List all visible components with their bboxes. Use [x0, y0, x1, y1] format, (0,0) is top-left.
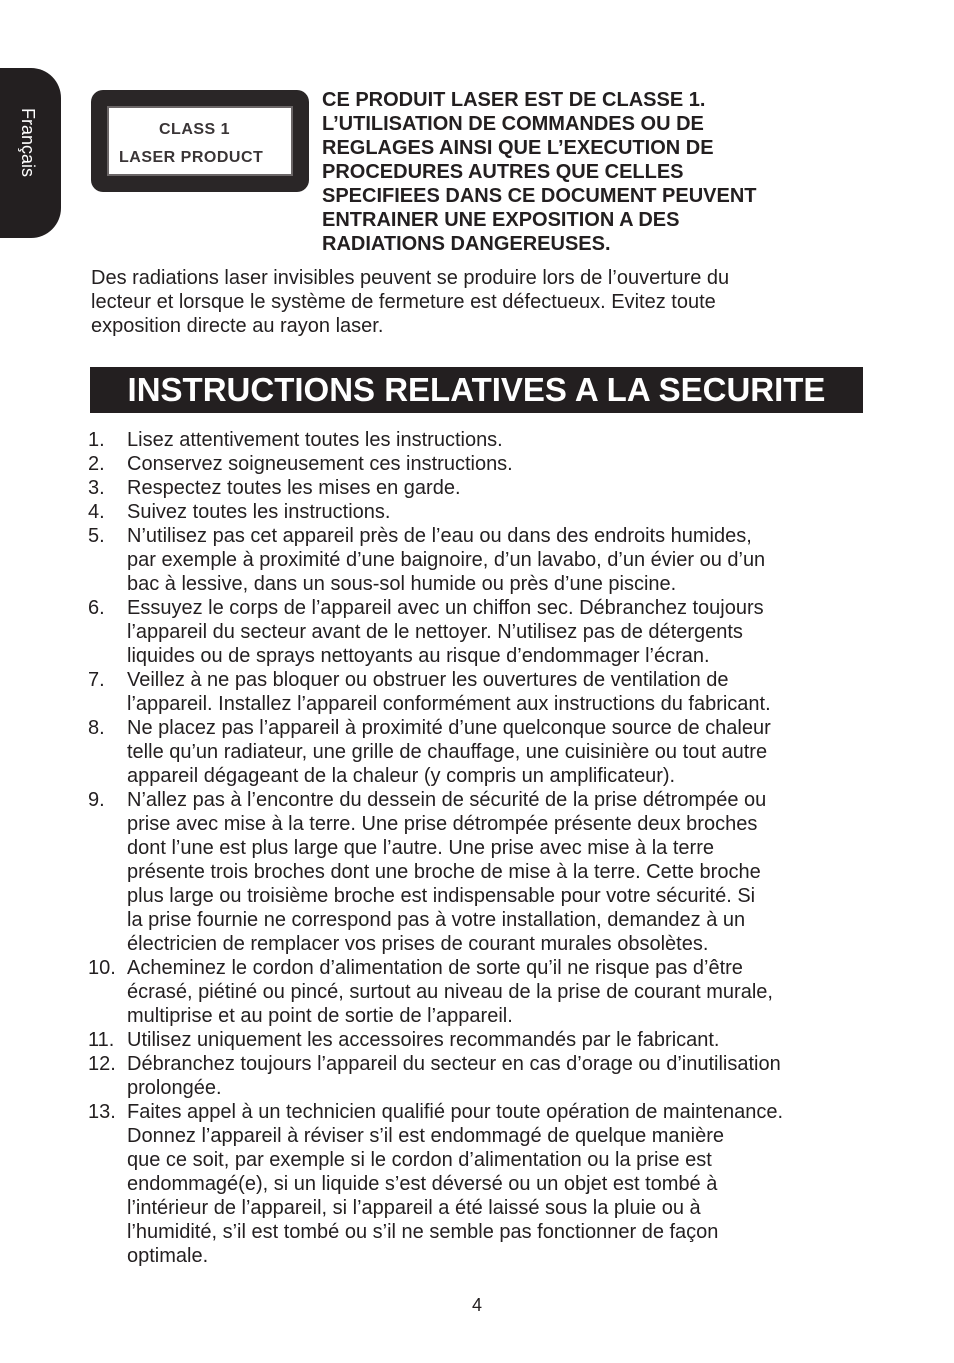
- instruction-text: N’allez pas à l’encontre du dessein de sécurité de la prise détrompée ou prise avec mise à la terre. Une prise détrompée présente deux broches dont l’une est plus large que l’autre. Une prise avec mise à la terre présente trois broches dont une broche de mise à la terre. Cette broche plus large ou troisième broche est indispensable pour votre sécurité. Si la prise fournie ne correspond pas à votre installation, demandez à un électricien de remplacer vos prises de courant murales obsolètes.: [127, 789, 767, 955]
- instruction-text: Acheminez le cordon d’alimentation de sorte qu’il ne risque pas d’être écrasé, piétiné ou pincé, surtout au niveau de la prise de courant murale, multiprise et au point de sortie de l’appareil.: [127, 957, 773, 1027]
- laser-radiation-notice: Des radiations laser invisibles peuvent se produire lors de l’ouverture du lecteur et lorsque le système de fermeture est défectueux. Evitez toute exposition directe au rayon laser.: [91, 267, 730, 337]
- instruction-text: Respectez toutes les mises en garde.: [127, 477, 461, 499]
- instruction-number: 13.: [88, 1101, 116, 1123]
- instruction-text: Faites appel à un technicien qualifié pour toute opération de maintenance. Donnez l’appareil à réviser s’il est endommagé de quelque manière que ce soit, par exemple si le cordon d’alimentation ou la prise est endommagé(e), si un liquide s’est déversé ou un objet est tombé à l’intérieur de l’appareil, si l’appareil a été laissé sous la pluie ou à l’humidité, s’il est tombé ou s’il ne semble pas fonctionner de façon optimale.: [127, 1101, 784, 1267]
- instruction-item: [88, 428, 878, 452]
- instruction-number: 12.: [88, 1053, 116, 1075]
- instruction-number: 7.: [88, 669, 105, 691]
- instruction-text: Essuyez le corps de l’appareil avec un chiffon sec. Débranchez toujours l’appareil du secteur avant de le nettoyer. N’utilisez pas de détergents liquides ou de sprays nettoyants au risque d’endommager l’écran.: [127, 597, 764, 667]
- instruction-number: 5.: [88, 525, 105, 547]
- instruction-item: [88, 1052, 878, 1100]
- instruction-number: 10.: [88, 957, 116, 979]
- section-header: [90, 367, 863, 413]
- instruction-text: Conservez soigneusement ces instructions.: [127, 453, 513, 475]
- instruction-text: N’utilisez pas cet appareil près de l’eau ou dans des endroits humides, par exemple à proximité d’une baignoire, d’un lavabo, d’un évier ou d’un bac à lessive, dans un sous-sol humide ou près d’une piscine.: [127, 525, 766, 595]
- instruction-item: [88, 668, 878, 716]
- instruction-number: 1.: [88, 429, 105, 451]
- instruction-item: [88, 524, 878, 596]
- instruction-number: 3.: [88, 477, 105, 499]
- laser-warning-text: CE PRODUIT LASER EST DE CLASSE 1. L’UTILISATION DE COMMANDES OU DE REGLAGES AINSI QUE L’EXECUTION DE PROCEDURES AUTRES QUE CELLES SPECIFIEES DANS CE DOCUMENT PEUVENT ENTRAINER UNE EXPOSITION A DES RADIATIONS DANGEREUSES.: [322, 89, 757, 255]
- instruction-item: [88, 452, 878, 476]
- instruction-item: [88, 788, 878, 956]
- instruction-item: [88, 596, 878, 668]
- instruction-number: 4.: [88, 501, 105, 523]
- instruction-item: [88, 476, 878, 500]
- instruction-item: [88, 956, 878, 1028]
- instruction-item: [88, 1100, 878, 1268]
- instruction-number: 9.: [88, 789, 105, 811]
- instruction-text: Suivez toutes les instructions.: [127, 501, 391, 523]
- section-title: INSTRUCTIONS RELATIVES A LA SECURITE: [127, 371, 826, 408]
- laser-class-label-image: [91, 90, 309, 192]
- page-number: 4: [471, 1295, 482, 1315]
- laser-label-product: LASER PRODUCT: [119, 149, 264, 166]
- instruction-item: [88, 716, 878, 788]
- laser-label-class: CLASS 1: [159, 121, 231, 138]
- instruction-number: 2.: [88, 453, 105, 475]
- instruction-number: 8.: [88, 717, 105, 739]
- language-tab-label: Français: [18, 108, 38, 178]
- instruction-item: [88, 1028, 878, 1052]
- instruction-text: Ne placez pas l’appareil à proximité d’une quelconque source de chaleur telle qu’un radiateur, une grille de chauffage, une cuisinière ou tout autre appareil dégageant de la chaleur (y compris un amplificateur).: [127, 717, 771, 787]
- instruction-text: Débranchez toujours l’appareil du secteur en cas d’orage ou d’inutilisation prolongée.: [127, 1053, 781, 1099]
- instruction-text: Lisez attentivement toutes les instructions.: [127, 429, 503, 451]
- instruction-text: Utilisez uniquement les accessoires recommandés par le fabricant.: [127, 1029, 720, 1051]
- instruction-number: 6.: [88, 597, 105, 619]
- instruction-text: Veillez à ne pas bloquer ou obstruer les ouvertures de ventilation de l’appareil. Installez l’appareil conformément aux instructions du fabricant.: [127, 669, 771, 715]
- instruction-item: [88, 500, 878, 524]
- safety-instructions-list: [88, 428, 878, 1268]
- instruction-number: 11.: [88, 1029, 115, 1051]
